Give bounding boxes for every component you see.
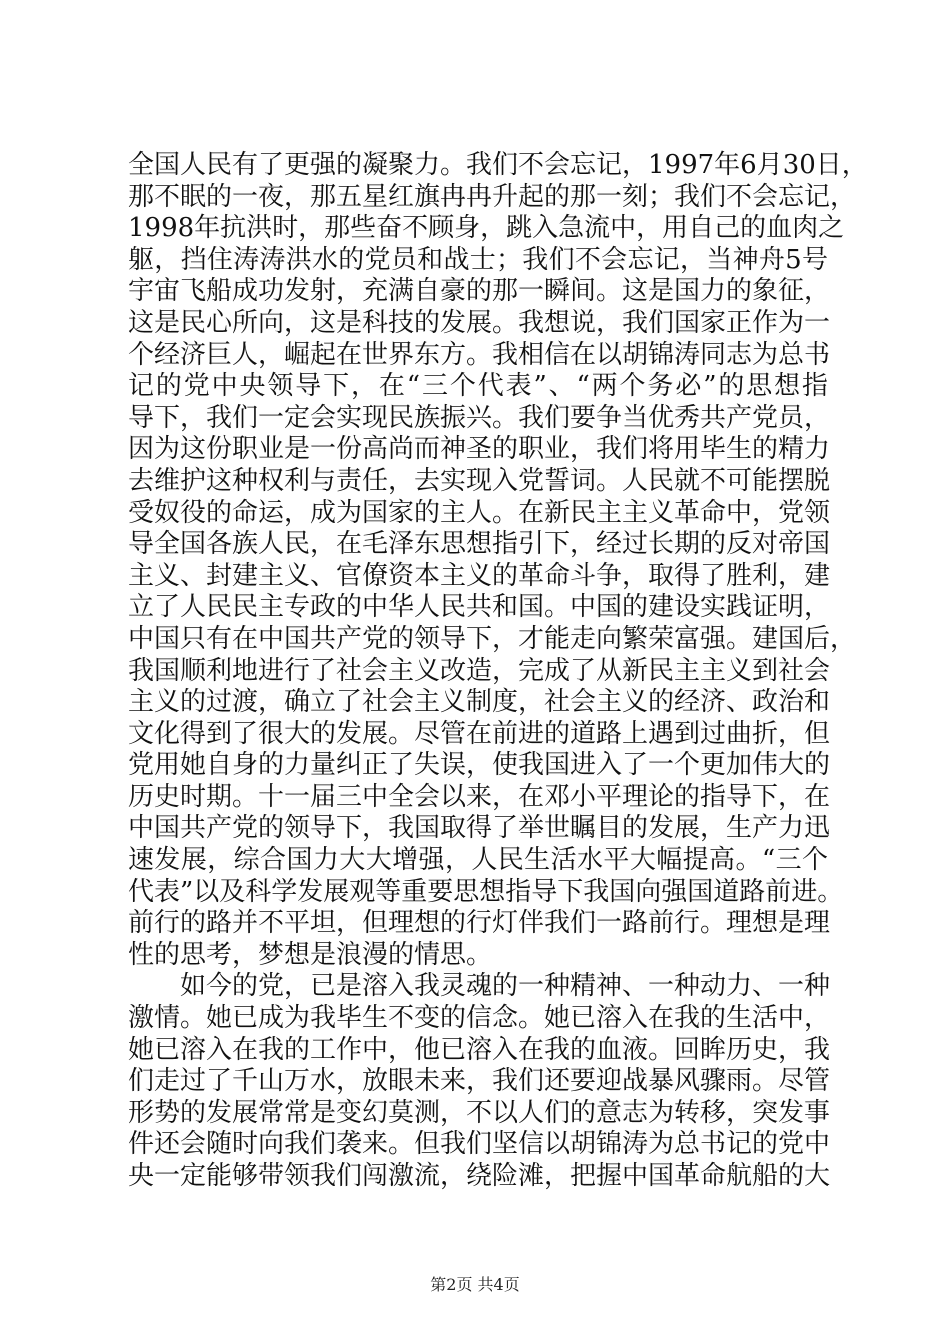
text-line: 个经济巨人，崛起在世界东方。我相信在以胡锦涛同志为总书 xyxy=(128,339,831,370)
text-line: 导下，我们一定会实现民族振兴。我们要争当优秀共产党员， xyxy=(128,402,831,433)
text-line: 主义、封建主义、官僚资本主义的革命斗争，取得了胜利，建 xyxy=(128,560,831,591)
text-line: 速发展，综合国力大大增强，人民生活水平大幅提高。“三个 xyxy=(128,845,828,876)
text-line: 文化得到了很大的发展。尽管在前进的道路上遇到过曲折，但 xyxy=(128,718,831,749)
text-line: 立了人民民主专政的中华人民共和国。中国的建设实践证明， xyxy=(128,592,831,623)
text-line: 中国共产党的领导下，我国取得了举世瞩目的发展，生产力迅 xyxy=(128,813,831,844)
text-line: 我国顺利地进行了社会主义改造，完成了从新民主主义到社会 xyxy=(128,655,831,686)
page-footer: 第2页 共4页 xyxy=(430,1275,520,1294)
text-line: 她已溶入在我的工作中，他已溶入在我的血液。回眸历史，我 xyxy=(128,1034,831,1065)
text-line: 中国只有在中国共产党的领导下，才能走向繁荣富强。建国后， xyxy=(128,623,857,654)
body-text xyxy=(128,150,868,1193)
text-line: 前行的路并不平坦，但理想的行灯伴我们一路前行。理想是理 xyxy=(128,908,831,939)
text-line: 如今的党，已是溶入我灵魂的一种精神、一种动力、一种 xyxy=(128,971,831,1002)
text-line: 受奴役的命运，成为国家的主人。在新民主主义革命中，党领 xyxy=(128,497,831,528)
text-line: 全国人民有了更强的凝聚力。我们不会忘记，1997年6月30日， xyxy=(128,150,868,180)
text-line: 性的思考，梦想是浪漫的情思。 xyxy=(128,939,493,970)
text-line: 那不眠的一夜，那五星红旗冉冉升起的那一刻；我们不会忘记， xyxy=(128,181,857,212)
text-line: 记的党中央领导下，在“三个代表”、“两个务必”的思想指 xyxy=(128,371,828,402)
text-line: 代表”以及科学发展观等重要思想指导下我国向强国道路前进。 xyxy=(128,876,844,907)
text-line: 宇宙飞船成功发射，充满自豪的那一瞬间。这是国力的象征， xyxy=(128,276,831,307)
text-line: 躯，挡住涛涛洪水的党员和战士；我们不会忘记，当神舟5号 xyxy=(128,244,828,275)
text-line: 激情。她已成为我毕生不变的信念。她已溶入在我的生活中， xyxy=(128,1003,831,1034)
text-line: 们走过了千山万水，放眼未来，我们还要迎战暴风骤雨。尽管 xyxy=(128,1066,831,1097)
text-line: 导全国各族人民，在毛泽东思想指引下，经过长期的反对帝国 xyxy=(128,529,831,560)
text-line: 主义的过渡，确立了社会主义制度，社会主义的经济、政治和 xyxy=(128,687,831,718)
text-line: 去维护这种权利与责任，去实现入党誓词。人民就不可能摆脱 xyxy=(128,465,831,496)
text-line: 央一定能够带领我们闯激流，绕险滩，把握中国革命航船的大 xyxy=(128,1161,831,1191)
text-line: 件还会随时向我们袭来。但我们坚信以胡锦涛为总书记的党中 xyxy=(128,1129,831,1160)
text-line: 这是民心所向，这是科技的发展。我想说，我们国家正作为一 xyxy=(128,307,831,338)
text-line: 因为这份职业是一份高尚而神圣的职业，我们将用毕生的精力 xyxy=(128,434,831,465)
text-line: 1998年抗洪时，那些奋不顾身，跳入急流中，用自己的血肉之 xyxy=(128,213,845,244)
text-line: 党用她自身的力量纠正了失误，使我国进入了一个更加伟大的 xyxy=(128,750,831,781)
text-line: 形势的发展常常是变幻莫测，不以人们的意志为转移，突发事 xyxy=(128,1097,831,1128)
text-line: 历史时期。十一届三中全会以来，在邓小平理论的指导下，在 xyxy=(128,781,831,812)
